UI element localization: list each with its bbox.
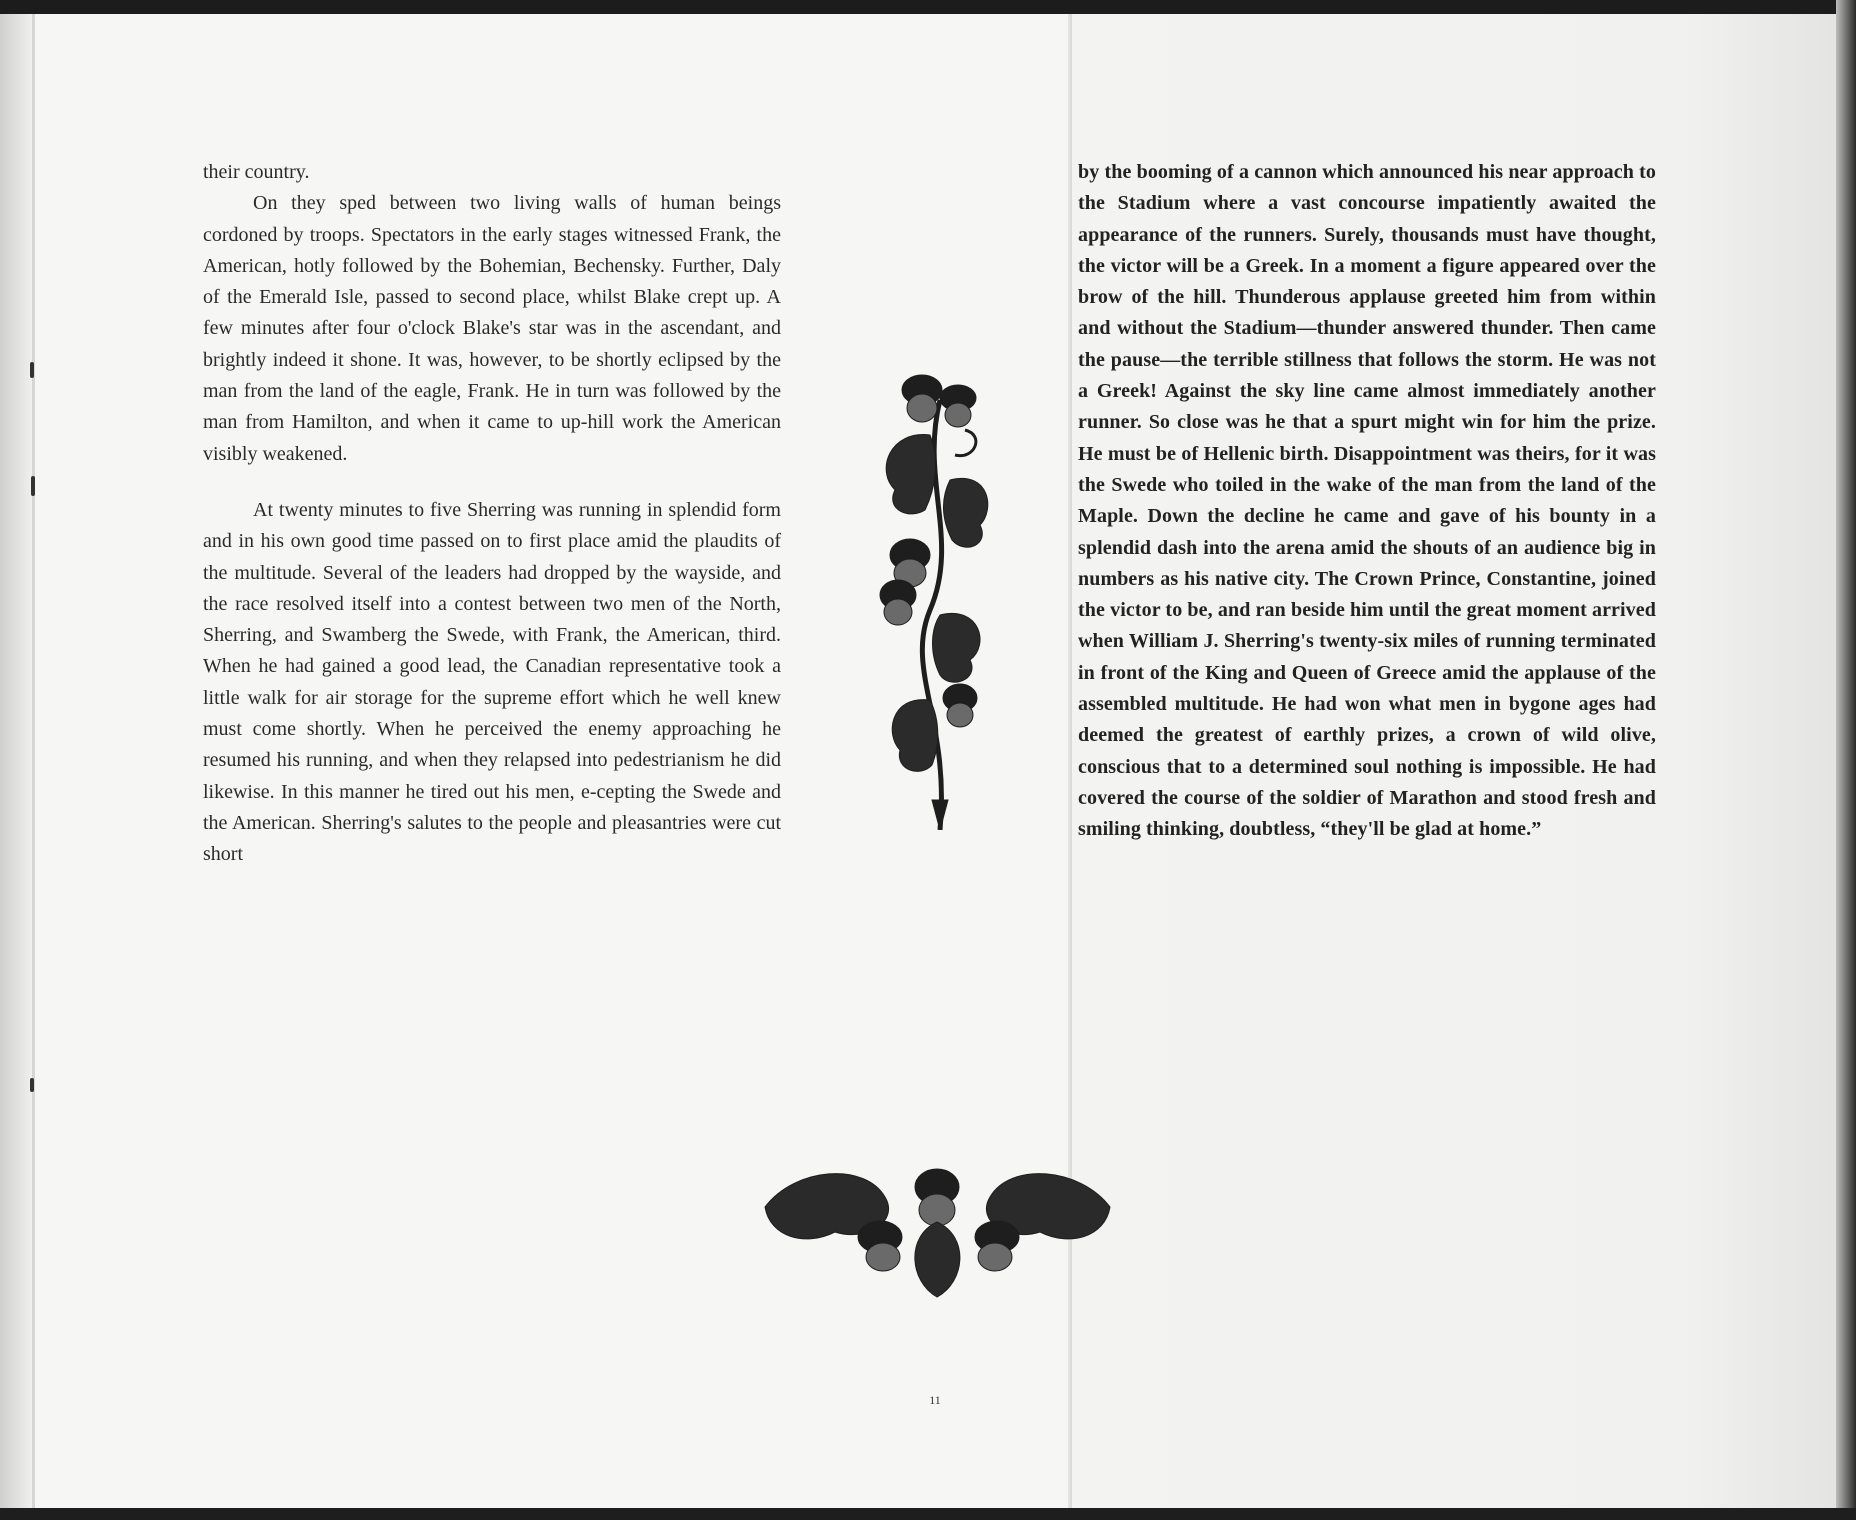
binding-mark (30, 362, 34, 378)
paragraph: by the booming of a cannon which announced his near approach to the Stadium where a vast concourse impatiently awaited the appearance of the runners. Surely, thousands must have thought, the victor will be a Greek. In a moment a figure appeared over the brow of the hill. Thunderous applause greeted him from within and without the Stadium—thunder answered thunder. Then came the pause—the terrible stillness that follows the storm. He was not a Greek! Against the sky line came almost immediately another runner. So close was he that a spurt might win for him the prize. He must be of Hellenic birth. Disappointment was theirs, for it was the Swede who toiled in the wake of the man from the land of the Maple. Down the decline he came and gave of his bounty in a splendid dash into the arena amid the shouts of an audience big in numbers as his native city. The Crown Prince, Constantine, joined the victor to be, and ran beside him until the great moment arrived when William J. Sherring's twenty-six miles of running terminated in front of the King and Queen of Greece amid the applause of the assembled multitude. He had won what men in bygone ages had deemed the greatest of earthly prizes, a crown of wild olive, conscious that to a determined soul nothing is impossible. He had covered the course of the soldier of Marathon and stood fresh and smiling thinking, doubtless, “they'll be glad at home.” (1078, 161, 1656, 841)
page-number: 11 (929, 1393, 941, 1407)
oak-leaf-acorn-vertical-ornament (870, 360, 1000, 830)
oak-leaf-acorn-horizontal-ornament (755, 1152, 1120, 1302)
scan-bottom-edge (0, 1508, 1856, 1520)
binding-mark (30, 1078, 34, 1092)
scan-top-edge (0, 0, 1856, 14)
paragraph: On they sped between two living walls of human beings cordoned by troops. Spectators in the early stages witnessed Frank, the American, hotly followed by the Bohemian, Bechensky. Further, Daly of the Emerald Isle, passed to second place, whilst Blake crept up. A few minutes after four o'clock Blake's star was in the ascendant, and brightly indeed it shone. It was, however, to be shortly eclipsed by the man from the land of the eagle, Frank. He in turn was followed by the man from Hamilton, and when it came to up-hill work the American visibly weakened. (203, 192, 781, 465)
binding-mark (31, 476, 35, 496)
left-page-edge-shadow (0, 14, 34, 1508)
paragraph: At twenty minutes to five Sherring was running in splendid form and in his own good time passed on to first place amid the plaudits of the multitude. Several of the leaders had dropped by the wayside, and the race resolved itself into a contest between two men of the North, Sherring, and Swamberg the Swede, with Frank, the American, third. When he had gained a good lead, the Canadian representative took a little walk for air storage for the supreme effort which he well knew must come shortly. When he perceived the enemy approaching he resumed his running, and when they relapsed into pedestrianism he did likewise. In this manner he tired out his men, e‐cepting the Swede and the American. Sherring's salutes to the people and pleasantries were cut short (203, 498, 781, 866)
paragraph-gap (203, 470, 781, 495)
paragraph: their country. (203, 161, 310, 183)
left-page-text-column (203, 157, 781, 871)
right-page-text-column (1078, 157, 1656, 846)
scan-right-edge (1836, 0, 1856, 1520)
